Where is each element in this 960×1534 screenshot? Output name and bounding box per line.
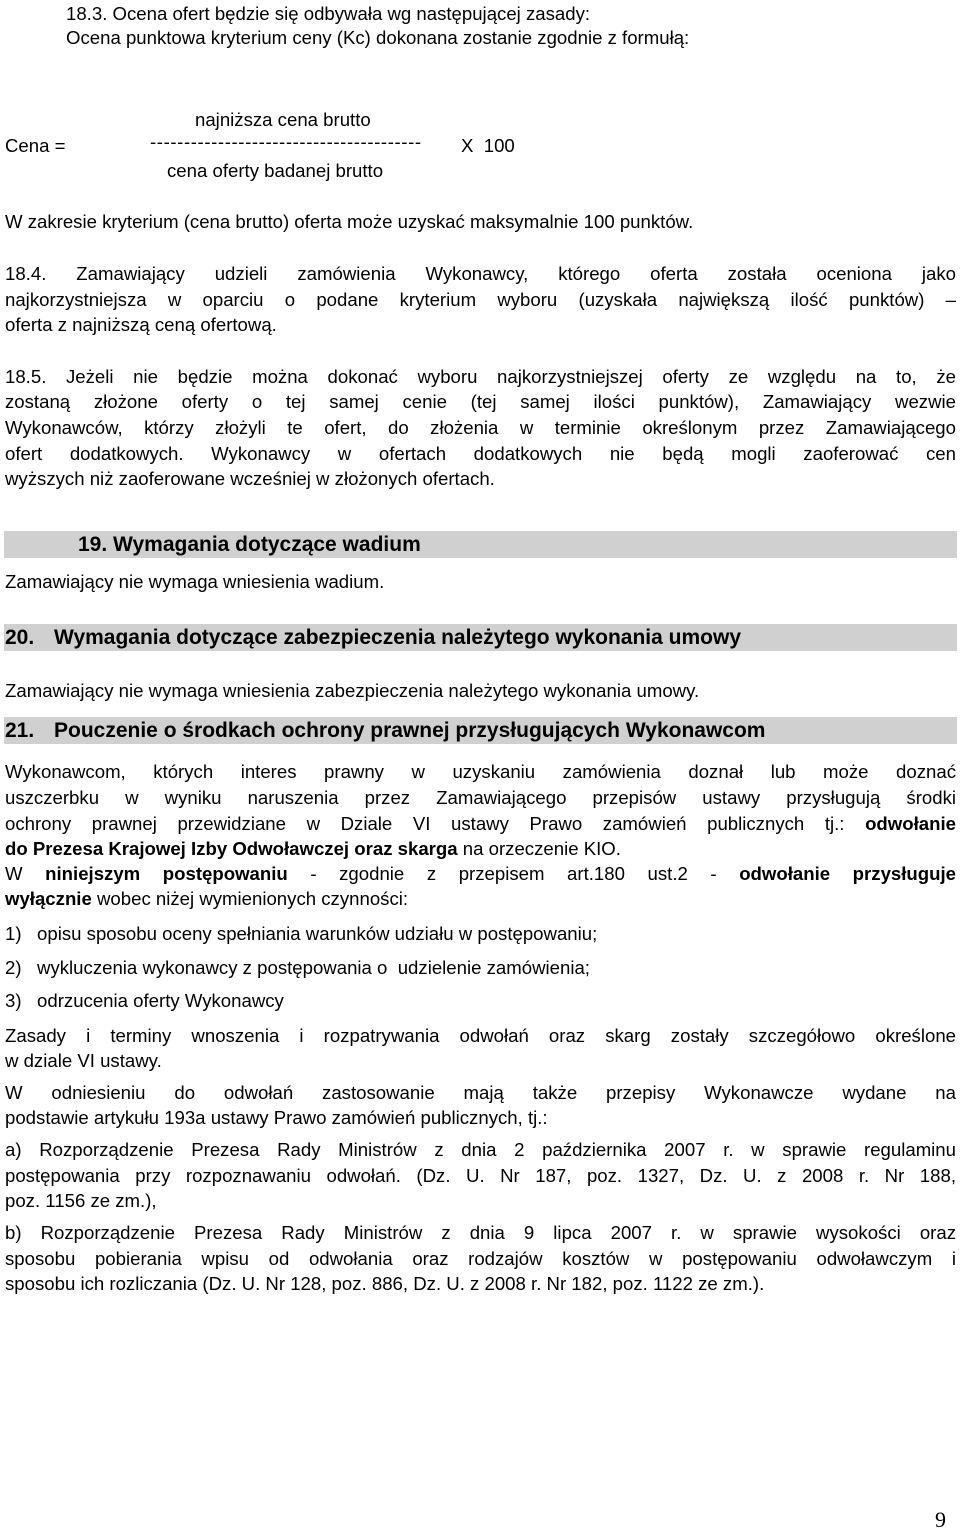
section-18-3-line-1: 18.3. Ocena ofert będzie się odbywała wg następującej zasady: <box>66 3 591 24</box>
section-20-heading: Wymagania dotyczące zabezpieczenia należytego wykonania umowy <box>54 626 742 649</box>
formula-fraction-bar: ---------------------------------------- <box>150 131 422 152</box>
page-number: 9 <box>935 1507 946 1532</box>
regulation-b-line-1: b) Rozporządzenie Prezesa Rady Ministrów z dnia 9 lipca 2007 r. w sprawie wysokości oraz <box>5 1222 956 1243</box>
list-item: 3) odrzucenia oferty Wykonawcy <box>5 990 284 1011</box>
regulation-a-line-2: postępowania przy rozpoznawaniu odwołań. (Dz. U. Nr 187, poz. 1327, Dz. U. z 2008 r. Nr 188, <box>5 1165 956 1186</box>
section-21-p2-line-2: wyłącznie wobec niżej wymienionych czynności: <box>5 888 409 909</box>
list-item: 1) opisu sposobu oceny spełniania warunków udziału w postępowaniu; <box>5 923 598 944</box>
section-19-heading: 19. Wymagania dotyczące wadium <box>78 533 421 556</box>
regulation-b-line-2: sposobu pobierania wpisu od odwołania oraz rodzajów kosztów w postępowaniu odwoławczym i <box>5 1248 956 1269</box>
section-21-p1-line-3: ochrony prawnej przewidziane w Dziale VI ustawy Prawo zamówień publicznych tj.: odwołanie <box>5 813 956 834</box>
formula-multiplier: X 100 <box>461 135 515 156</box>
formula-numerator: najniższa cena brutto <box>195 109 371 130</box>
section-20-number: 20. <box>5 626 35 649</box>
section-18-5-line-2: zostaną złożone oferty o tej samej cenie (tej samej ilości punktów), Zamawiający wezwie <box>5 391 956 412</box>
section-21-p1-line-4: do Prezesa Krajowej Izby Odwoławczej oraz skarga na orzeczenie KIO. <box>5 838 621 859</box>
section-18-5-line-4: ofert dodatkowych. Wykonawcy w ofertach dodatkowych nie będą mogli zaoferować cen <box>5 443 956 464</box>
section-18-5-line-5: wyższych niż zaoferowane wcześniej w złożonych ofertach. <box>5 468 495 489</box>
section-18-4-line-1: 18.4. Zamawiający udzieli zamówienia Wykonawcy, którego oferta została oceniona jako <box>5 263 956 284</box>
section-21-p4-line-2: podstawie artykułu 193a ustawy Prawo zamówień publicznych, tj.: <box>5 1107 548 1128</box>
section-19-body: Zamawiający nie wymaga wniesienia wadium. <box>5 571 385 592</box>
formula-label: Cena = <box>5 135 66 156</box>
section-21-p4-line-1: W odniesieniu do odwołań zastosowanie mają także przepisy Wykonawcze wydane na <box>5 1082 956 1103</box>
section-21-heading: Pouczenie o środkach ochrony prawnej przysługujących Wykonawcom <box>54 719 766 742</box>
list-item: 2) wykluczenia wykonawcy z postępowania o udzielenie zamówienia; <box>5 957 590 978</box>
section-21-p3-line-1: Zasady i terminy wnoszenia i rozpatrywania odwołań oraz skarg zostały szczegółowo określone <box>5 1025 956 1046</box>
formula-denominator: cena oferty badanej brutto <box>167 160 384 181</box>
section-20-body: Zamawiający nie wymaga wniesienia zabezpieczenia należytego wykonania umowy. <box>5 680 700 701</box>
section-21-p1-line-2: uszczerbku w wyniku naruszenia przez Zamawiającego przepisów ustawy przysługują środki <box>5 787 956 808</box>
section-21-p2-line-1: W niniejszym postępowaniu - zgodnie z przepisem art.180 ust.2 - odwołanie przysługuje <box>5 863 956 884</box>
regulation-a-line-1: a) Rozporządzenie Prezesa Rady Ministrów z dnia 2 października 2007 r. w sprawie regulaminu <box>5 1139 956 1160</box>
section-21-p3-line-2: w dziale VI ustawy. <box>5 1050 162 1071</box>
regulation-b-line-3: sposobu ich rozliczania (Dz. U. Nr 128, poz. 886, Dz. U. z 2008 r. Nr 182, poz. 1122 ze zm.). <box>5 1273 765 1294</box>
regulation-a-line-3: poz. 1156 ze zm.), <box>5 1190 157 1211</box>
section-18-5-line-1: 18.5. Jeżeli nie będzie można dokonać wyboru najkorzystniejszej oferty ze względu na to, że <box>5 366 956 387</box>
section-21-p1-line-1: Wykonawcom, których interes prawny w uzyskaniu zamówienia doznał lub może doznać <box>5 761 956 782</box>
formula-note: W zakresie kryterium (cena brutto) oferta może uzyskać maksymalnie 100 punktów. <box>5 211 694 232</box>
section-18-4-line-2: najkorzystniejsza w oparciu o podane kryterium wyboru (uzyskała największą ilość punktów) – <box>5 289 956 310</box>
section-18-5-line-3: Wykonawców, którzy złożyli te ofert, do złożenia w terminie określonym przez Zamawiającego <box>5 417 956 438</box>
section-21-number: 21. <box>5 719 35 742</box>
section-18-3-line-2: Ocena punktowa kryterium ceny (Kc) dokonana zostanie zgodnie z formułą: <box>66 27 690 48</box>
section-18-4-line-3: oferta z najniższą ceną ofertową. <box>5 314 277 335</box>
